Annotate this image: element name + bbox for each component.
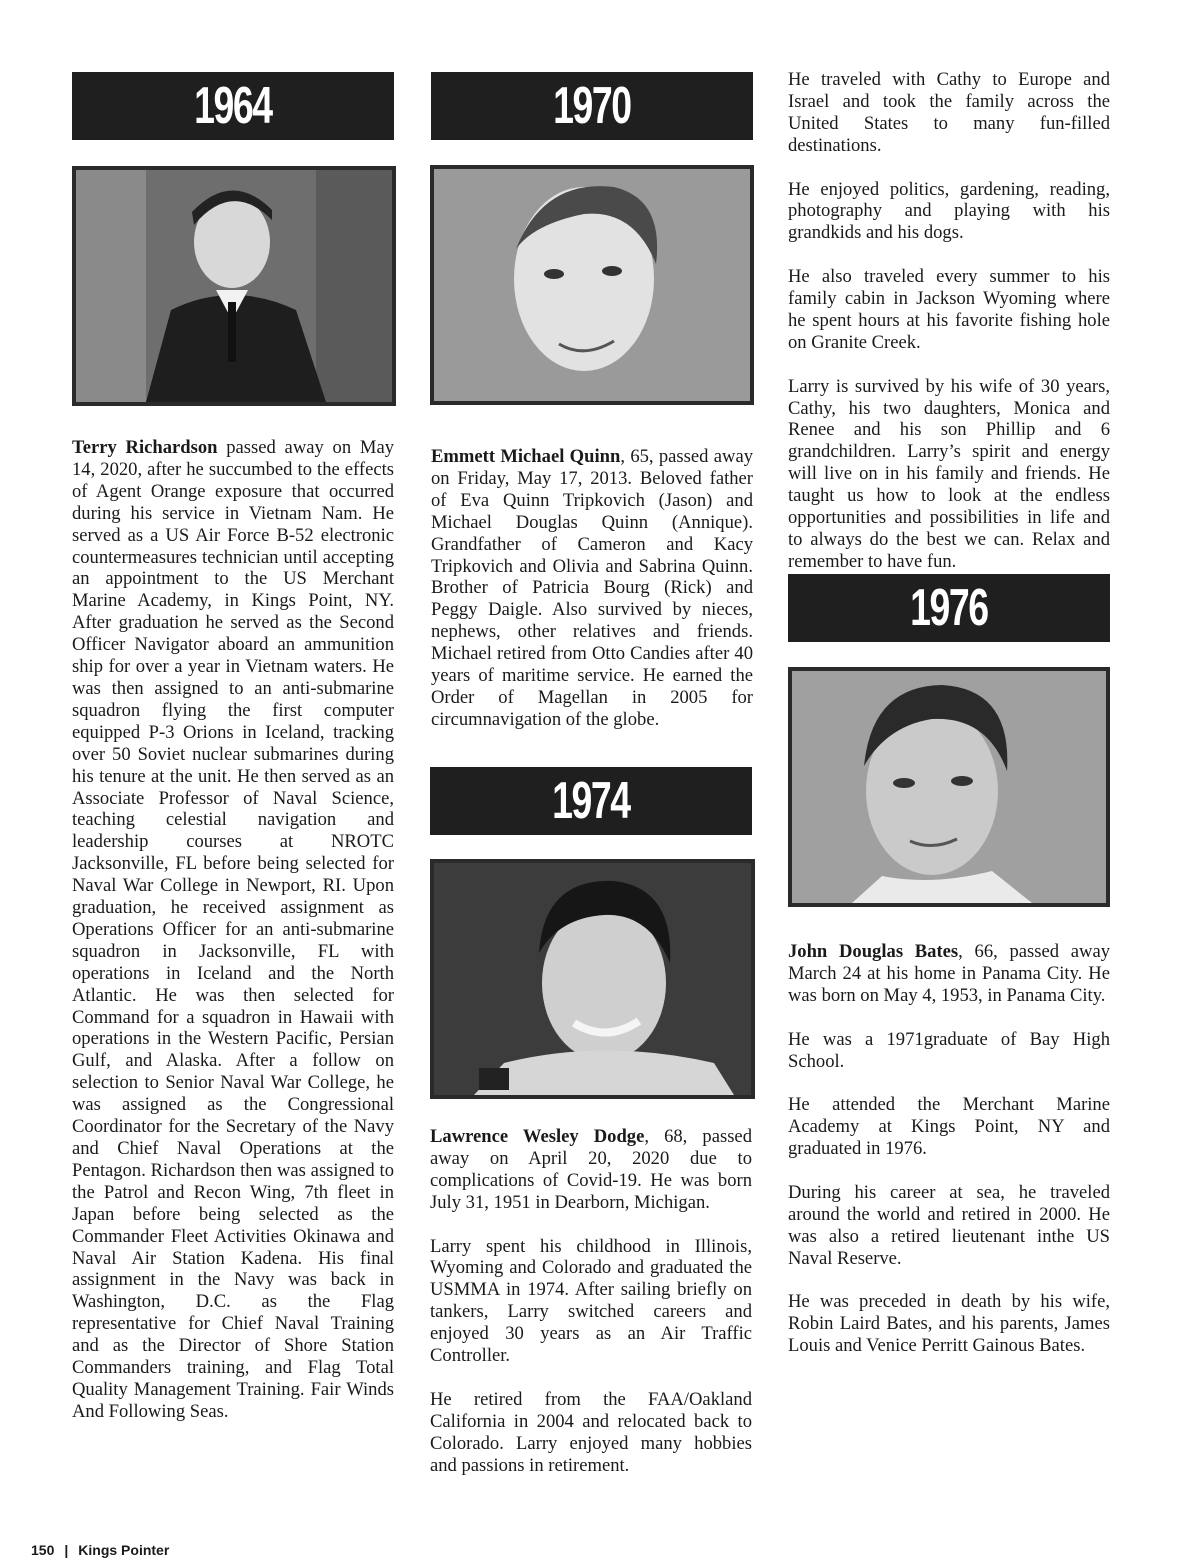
deceased-name: Lawrence Wesley Dodge	[430, 1126, 645, 1147]
year-label: 1970	[553, 77, 631, 135]
obituary-paragraph: Larry spent his childhood in Illinois, Wyoming and Colorado and graduated the USMMA in 1974. After sailing briefly on tankers, Larry switched careers and enjoyed 30 years as an Air Traffic Controller.	[430, 1235, 752, 1367]
year-label: 1976	[910, 579, 988, 637]
portrait-photo-terry-richardson	[72, 166, 396, 406]
obituary-paragraph: He also traveled every summer to his family cabin in Jackson Wyoming where he spent hours at his favorite fishing hole on Granite Creek.	[788, 266, 1110, 353]
obituary-terry-richardson	[72, 437, 394, 1423]
year-label: 1974	[552, 772, 630, 830]
footer-separator: |	[64, 1542, 69, 1558]
obituary-paragraph: He retired from the FAA/Oakland California in 2004 and relocated back to Colorado. Larry enjoyed many hobbies and passions in retirement.	[430, 1388, 752, 1476]
obituary-paragraph: He enjoyed politics, gardening, reading, photography and playing with his grandkids and his dogs.	[788, 178, 1110, 244]
obituary-paragraph: Emmett Michael Quinn, 65, passed away on Friday, May 17, 2013. Beloved father of Eva Quinn Tripkovich (Jason) and Michael Douglas Quinn (Annique). Grandfather of Cameron and Kacy Tripkovich and Olivia and Sabrina Quinn. Brother of Patricia Bourg (Rick) and Peggy Daigle. Also survived by nieces, nephews, other relatives and friends. Michael retired from Otto Candies after 40 years of maritime service. He earned the Order of Magellan in 2005 for circumnavigation of the globe.	[431, 446, 753, 730]
year-banner-1970	[431, 72, 753, 140]
obituary-john-douglas-bates	[788, 941, 1110, 1357]
obituary-paragraph: During his career at sea, he traveled around the world and retired in 2000. He was also a retired lieutenant inthe US Naval Reserve.	[788, 1181, 1110, 1269]
obituary-paragraph: He attended the Merchant Marine Academy at Kings Point, NY and graduated in 1976.	[788, 1094, 1110, 1160]
publication-name: Kings Pointer	[78, 1542, 170, 1558]
year-banner-1964	[72, 72, 394, 140]
obituary-paragraph: He was preceded in death by his wife, Robin Laird Bates, and his parents, James Louis and Venice Perritt Gainous Bates.	[788, 1291, 1110, 1357]
deceased-name: Emmett Michael Quinn	[431, 446, 621, 467]
page-number: 150	[31, 1542, 55, 1558]
obituary-paragraph: He was a 1971graduate of Bay High School.	[788, 1028, 1110, 1072]
obituary-paragraph: Lawrence Wesley Dodge, 68, passed away on April 20, 2020 due to complications of Covid-19. He was born July 31, 1951 in Dearborn, Michigan.	[430, 1126, 752, 1213]
obituary-paragraph: Larry is survived by his wife of 30 years, Cathy, his two daughters, Monica and Renee and his son Phillip and 6 grandchildren. Larry’s spirit and energy will live on in his family and friends. He taught us how to look at the endless opportunities and possibilities in life and to always do the best we can. Relax and remember to have fun.	[788, 375, 1110, 572]
obituary-paragraph: Terry Richardson passed away on May 14, 2020, after he succumbed to the effects of Agent Orange exposure that occurred during his service in Vietnam Nam. He served as a US Air Force B-52 electronic countermeasures technician until accepting an appointment to the US Merchant Marine Academy, in Kings Point, NY. After graduation he served as the Second Officer Navigator aboard an ammunition ship for over a year in Vietnam waters. He was then assigned to an anti-submarine squadron flying the first computer equipped P-3 Orions in Iceland, tracking over 50 Soviet nuclear submarines during his tenure at the unit. He then served as an Associate Professor of Naval Science, teaching celestial navigation and leadership courses at NROTC Jacksonville, FL before being selected for Naval War College in Newport, RI. Upon graduation, he received assignment as Operations Officer for an anti-submarine squadron in Jacksonville, FL with operations in Iceland and the North Atlantic. He was then selected for Command for a squadron in Hawaii with operations in the Western Pacific, Persian Gulf, and Alaska. After a follow on selection to Senior Naval War College, he was assigned as the Congressional Coordinator for the Secretary of the Navy and Chief Naval Operations at the Pentagon. Richardson then was assigned to the Patrol and Recon Wing, 7th fleet in Japan before being selected as the Commander Fleet Activities Okinawa and Naval Air Station Kadena. His final assignment in the Navy was back in Washington, D.C. as the Flag representative for Chief Naval Training and as the Director of Shore Station Commanders training, and Flag Total Quality Management Training. Fair Winds And Following Seas.	[72, 437, 394, 1422]
year-banner-1976	[788, 574, 1110, 642]
obituary-paragraph: John Douglas Bates, 66, passed away March 24 at his home in Panama City. He was born on May 4, 1953, in Panama City.	[788, 941, 1110, 1006]
obituary-lawrence-wesley-dodge	[430, 1126, 752, 1476]
obituary-paragraph: He traveled with Cathy to Europe and Israel and took the family across the United States to many fun-filled destinations.	[788, 69, 1110, 156]
portrait-image	[434, 169, 750, 401]
portrait-photo-lawrence-wesley-dodge	[430, 859, 755, 1099]
deceased-name: John Douglas Bates	[788, 941, 959, 962]
obituary-emmett-michael-quinn	[431, 446, 753, 731]
portrait-image	[792, 671, 1106, 903]
page-footer	[31, 1542, 169, 1558]
deceased-name: Terry Richardson	[72, 437, 218, 458]
portrait-image	[76, 170, 392, 402]
portrait-photo-john-douglas-bates	[788, 667, 1110, 907]
year-label: 1964	[194, 77, 272, 135]
portrait-photo-emmett-michael-quinn	[430, 165, 754, 405]
obituary-lawrence-wesley-dodge-continued	[788, 69, 1110, 573]
year-banner-1974	[430, 767, 752, 835]
portrait-image	[434, 863, 751, 1095]
